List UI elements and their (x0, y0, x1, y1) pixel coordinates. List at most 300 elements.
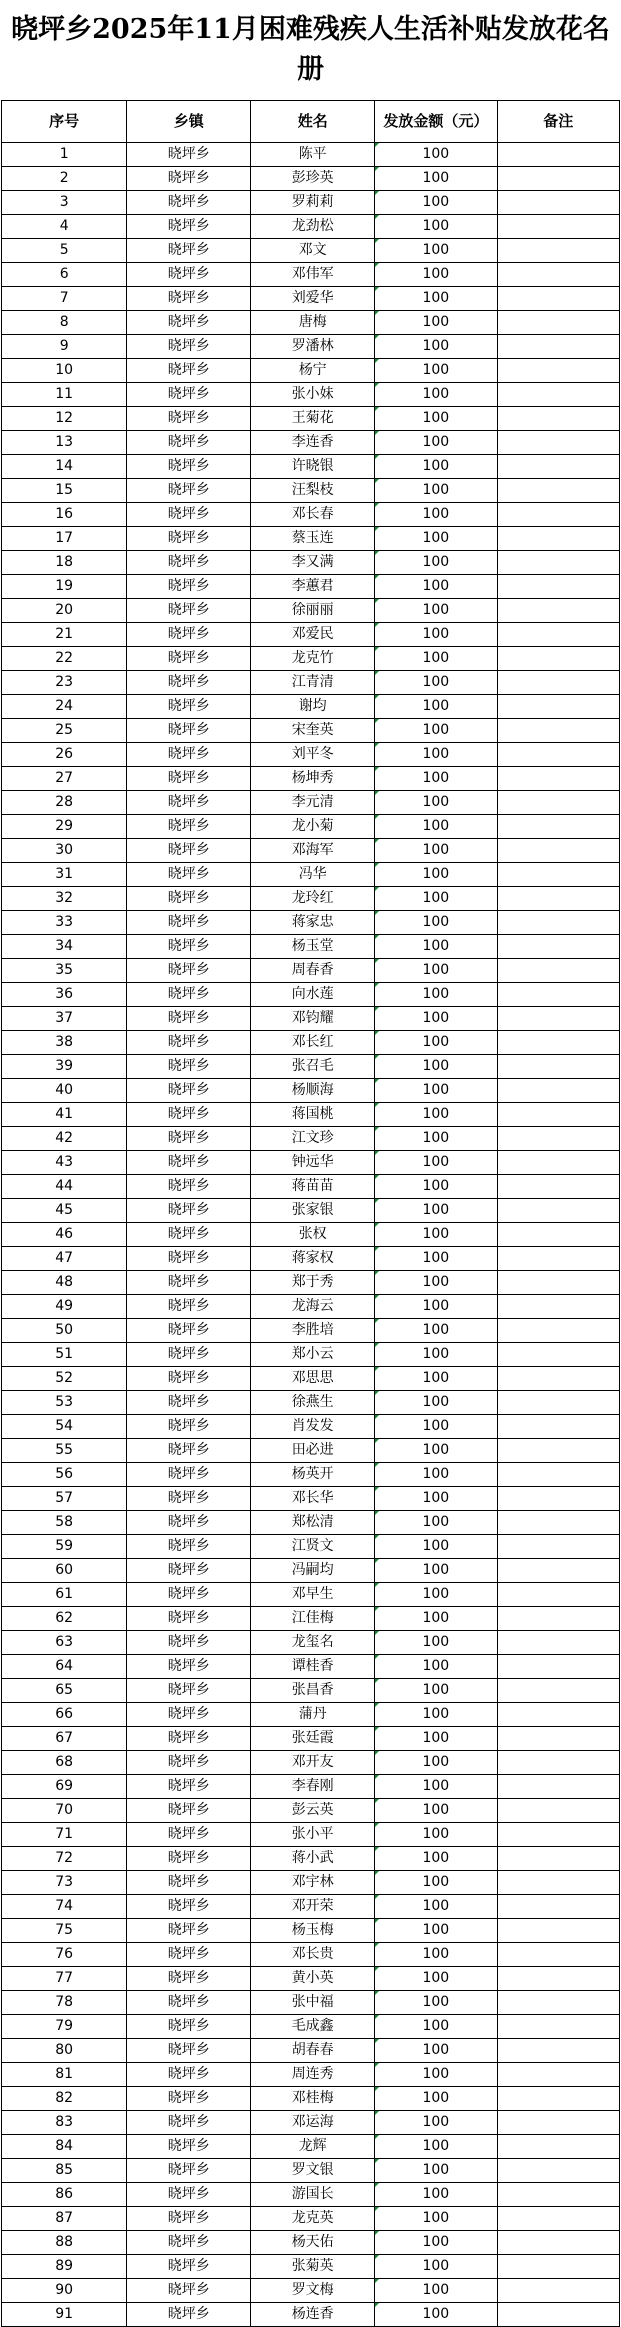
table-row (2, 671, 620, 695)
cell-township: 晓坪乡 (127, 695, 251, 719)
cell-serial-number: 18 (2, 551, 127, 575)
cell-name: 徐燕生 (251, 1391, 375, 1415)
cell-township: 晓坪乡 (127, 1607, 251, 1631)
cell-note (497, 2135, 619, 2159)
cell-township: 晓坪乡 (127, 551, 251, 575)
cell-amount: 100 (375, 743, 497, 767)
cell-name: 王菊花 (251, 407, 375, 431)
cell-township: 晓坪乡 (127, 1295, 251, 1319)
table-row (2, 1055, 620, 1079)
table-row (2, 527, 620, 551)
table-row (2, 1895, 620, 1919)
cell-note (497, 959, 619, 983)
cell-serial-number: 76 (2, 1943, 127, 1967)
cell-amount: 100 (375, 1487, 497, 1511)
cell-note (497, 2063, 619, 2087)
cell-township: 晓坪乡 (127, 575, 251, 599)
cell-note (497, 2279, 619, 2303)
cell-township: 晓坪乡 (127, 2255, 251, 2279)
cell-name: 邓桂梅 (251, 2087, 375, 2111)
table-row (2, 2183, 620, 2207)
cell-township: 晓坪乡 (127, 839, 251, 863)
cell-township: 晓坪乡 (127, 2183, 251, 2207)
cell-name: 江佳梅 (251, 1607, 375, 1631)
cell-amount: 100 (375, 1511, 497, 1535)
cell-amount: 100 (375, 1055, 497, 1079)
cell-serial-number: 82 (2, 2087, 127, 2111)
cell-note (497, 455, 619, 479)
cell-note (497, 1295, 619, 1319)
cell-township: 晓坪乡 (127, 1703, 251, 1727)
table-row (2, 1607, 620, 1631)
cell-township: 晓坪乡 (127, 1919, 251, 1943)
table-row (2, 1919, 620, 1943)
cell-amount: 100 (375, 335, 497, 359)
cell-amount: 100 (375, 1655, 497, 1679)
cell-name: 周连秀 (251, 2063, 375, 2087)
cell-name: 李元清 (251, 791, 375, 815)
cell-name: 李连香 (251, 431, 375, 455)
cell-amount: 100 (375, 1439, 497, 1463)
cell-name: 刘平冬 (251, 743, 375, 767)
cell-amount: 100 (375, 1679, 497, 1703)
cell-note (497, 2231, 619, 2255)
cell-township: 晓坪乡 (127, 1871, 251, 1895)
cell-serial-number: 7 (2, 287, 127, 311)
cell-note (497, 1943, 619, 1967)
cell-name: 蒲丹 (251, 1703, 375, 1727)
cell-amount: 100 (375, 2207, 497, 2231)
cell-township: 晓坪乡 (127, 383, 251, 407)
cell-township: 晓坪乡 (127, 1799, 251, 1823)
cell-amount: 100 (375, 1775, 497, 1799)
cell-note (497, 527, 619, 551)
cell-amount: 100 (375, 1079, 497, 1103)
cell-amount: 100 (375, 1343, 497, 1367)
cell-note (497, 2255, 619, 2279)
cell-name: 杨英开 (251, 1463, 375, 1487)
cell-name: 彭珍英 (251, 167, 375, 191)
table-row (2, 599, 620, 623)
cell-serial-number: 46 (2, 1223, 127, 1247)
cell-note (497, 431, 619, 455)
cell-amount: 100 (375, 239, 497, 263)
cell-serial-number: 56 (2, 1463, 127, 1487)
cell-name: 田必进 (251, 1439, 375, 1463)
cell-note (497, 1007, 619, 1031)
cell-amount: 100 (375, 287, 497, 311)
table-row (2, 623, 620, 647)
cell-note (497, 1823, 619, 1847)
cell-serial-number: 77 (2, 1967, 127, 1991)
cell-township: 晓坪乡 (127, 623, 251, 647)
cell-serial-number: 78 (2, 1991, 127, 2015)
cell-township: 晓坪乡 (127, 2303, 251, 2327)
table-row (2, 1199, 620, 1223)
cell-serial-number: 37 (2, 1007, 127, 1031)
cell-note (497, 2039, 619, 2063)
cell-serial-number: 50 (2, 1319, 127, 1343)
cell-township: 晓坪乡 (127, 1847, 251, 1871)
cell-note (497, 1415, 619, 1439)
cell-name: 向水莲 (251, 983, 375, 1007)
cell-name: 谭桂香 (251, 1655, 375, 1679)
table-row (2, 1727, 620, 1751)
cell-name: 蒋家权 (251, 1247, 375, 1271)
table-row (2, 167, 620, 191)
cell-name: 谢均 (251, 695, 375, 719)
cell-serial-number: 1 (2, 143, 127, 167)
table-row (2, 455, 620, 479)
cell-name: 龙劲松 (251, 215, 375, 239)
cell-township: 晓坪乡 (127, 311, 251, 335)
cell-note (497, 983, 619, 1007)
cell-name: 杨宁 (251, 359, 375, 383)
cell-note (497, 1535, 619, 1559)
cell-name: 罗莉莉 (251, 191, 375, 215)
table-row (2, 1655, 620, 1679)
cell-amount: 100 (375, 863, 497, 887)
cell-township: 晓坪乡 (127, 1679, 251, 1703)
cell-note (497, 1487, 619, 1511)
cell-township: 晓坪乡 (127, 911, 251, 935)
cell-name: 张召毛 (251, 1055, 375, 1079)
table-row (2, 719, 620, 743)
cell-serial-number: 24 (2, 695, 127, 719)
table-row (2, 2135, 620, 2159)
cell-amount: 100 (375, 1223, 497, 1247)
table-row (2, 839, 620, 863)
cell-township: 晓坪乡 (127, 503, 251, 527)
cell-serial-number: 42 (2, 1127, 127, 1151)
table-row (2, 239, 620, 263)
cell-note (497, 503, 619, 527)
header-serial-number: 序号 (2, 101, 127, 143)
cell-serial-number: 40 (2, 1079, 127, 1103)
table-row (2, 215, 620, 239)
cell-serial-number: 60 (2, 1559, 127, 1583)
cell-township: 晓坪乡 (127, 743, 251, 767)
cell-serial-number: 88 (2, 2231, 127, 2255)
table-row (2, 1295, 620, 1319)
cell-serial-number: 47 (2, 1247, 127, 1271)
cell-serial-number: 73 (2, 1871, 127, 1895)
cell-note (497, 143, 619, 167)
cell-township: 晓坪乡 (127, 1943, 251, 1967)
table-row (2, 2231, 620, 2255)
cell-amount: 100 (375, 311, 497, 335)
cell-township: 晓坪乡 (127, 2015, 251, 2039)
cell-note (497, 1031, 619, 1055)
cell-serial-number: 30 (2, 839, 127, 863)
cell-amount: 100 (375, 1823, 497, 1847)
cell-note (497, 1511, 619, 1535)
cell-serial-number: 49 (2, 1295, 127, 1319)
cell-serial-number: 62 (2, 1607, 127, 1631)
table-row (2, 863, 620, 887)
cell-note (497, 911, 619, 935)
cell-amount: 100 (375, 1703, 497, 1727)
cell-serial-number: 64 (2, 1655, 127, 1679)
cell-note (497, 1631, 619, 1655)
cell-township: 晓坪乡 (127, 1751, 251, 1775)
cell-serial-number: 68 (2, 1751, 127, 1775)
cell-amount: 100 (375, 1151, 497, 1175)
table-row (2, 959, 620, 983)
cell-note (497, 1247, 619, 1271)
cell-note (497, 1463, 619, 1487)
cell-name: 邓爱民 (251, 623, 375, 647)
table-row (2, 1631, 620, 1655)
cell-name: 罗文梅 (251, 2279, 375, 2303)
cell-name: 邓长春 (251, 503, 375, 527)
cell-serial-number: 75 (2, 1919, 127, 1943)
cell-name: 蒋苗苗 (251, 1175, 375, 1199)
table-row (2, 2015, 620, 2039)
cell-serial-number: 45 (2, 1199, 127, 1223)
document-title: 晓坪乡2025年11月困难残疾人生活补贴发放花名册 (11, 14, 610, 85)
cell-serial-number: 17 (2, 527, 127, 551)
cell-amount: 100 (375, 1991, 497, 2015)
cell-serial-number: 23 (2, 671, 127, 695)
cell-serial-number: 20 (2, 599, 127, 623)
cell-serial-number: 54 (2, 1415, 127, 1439)
cell-name: 龙海云 (251, 1295, 375, 1319)
table-row (2, 1511, 620, 1535)
table-row (2, 695, 620, 719)
cell-serial-number: 34 (2, 935, 127, 959)
table-row (2, 479, 620, 503)
cell-note (497, 743, 619, 767)
header-township: 乡镇 (127, 101, 251, 143)
cell-name: 张昌香 (251, 1679, 375, 1703)
cell-note (497, 551, 619, 575)
cell-serial-number: 52 (2, 1367, 127, 1391)
cell-amount: 100 (375, 1559, 497, 1583)
cell-name: 刘爱华 (251, 287, 375, 311)
cell-name: 邓开友 (251, 1751, 375, 1775)
cell-name: 罗潘林 (251, 335, 375, 359)
cell-note (497, 887, 619, 911)
cell-note (497, 1271, 619, 1295)
table-row (2, 2207, 620, 2231)
cell-serial-number: 70 (2, 1799, 127, 1823)
cell-township: 晓坪乡 (127, 935, 251, 959)
cell-name: 毛成鑫 (251, 2015, 375, 2039)
cell-note (497, 1559, 619, 1583)
cell-note (497, 863, 619, 887)
cell-township: 晓坪乡 (127, 1415, 251, 1439)
cell-note (497, 1775, 619, 1799)
cell-amount: 100 (375, 2111, 497, 2135)
table-row (2, 1991, 620, 2015)
cell-name: 胡春春 (251, 2039, 375, 2063)
cell-name: 郑于秀 (251, 1271, 375, 1295)
cell-serial-number: 35 (2, 959, 127, 983)
cell-serial-number: 10 (2, 359, 127, 383)
cell-township: 晓坪乡 (127, 1103, 251, 1127)
cell-amount: 100 (375, 1871, 497, 1895)
cell-amount: 100 (375, 1631, 497, 1655)
cell-township: 晓坪乡 (127, 455, 251, 479)
cell-note (497, 623, 619, 647)
cell-township: 晓坪乡 (127, 2159, 251, 2183)
cell-name: 邓运海 (251, 2111, 375, 2135)
cell-township: 晓坪乡 (127, 887, 251, 911)
cell-name: 邓钧耀 (251, 1007, 375, 1031)
cell-name: 钟远华 (251, 1151, 375, 1175)
cell-amount: 100 (375, 599, 497, 623)
cell-name: 龙辉 (251, 2135, 375, 2159)
table-row (2, 1103, 620, 1127)
cell-serial-number: 61 (2, 1583, 127, 1607)
cell-township: 晓坪乡 (127, 1007, 251, 1031)
cell-serial-number: 29 (2, 815, 127, 839)
cell-name: 冯华 (251, 863, 375, 887)
cell-serial-number: 85 (2, 2159, 127, 2183)
table-row (2, 1559, 620, 1583)
table-row (2, 767, 620, 791)
table-row (2, 143, 620, 167)
cell-township: 晓坪乡 (127, 407, 251, 431)
cell-note (497, 1127, 619, 1151)
cell-township: 晓坪乡 (127, 1967, 251, 1991)
cell-serial-number: 72 (2, 1847, 127, 1871)
cell-serial-number: 19 (2, 575, 127, 599)
cell-name: 李又满 (251, 551, 375, 575)
cell-serial-number: 79 (2, 2015, 127, 2039)
cell-amount: 100 (375, 1799, 497, 1823)
cell-note (497, 1895, 619, 1919)
table-row (2, 1967, 620, 1991)
cell-serial-number: 57 (2, 1487, 127, 1511)
cell-township: 晓坪乡 (127, 983, 251, 1007)
cell-name: 邓早生 (251, 1583, 375, 1607)
cell-amount: 100 (375, 695, 497, 719)
cell-serial-number: 2 (2, 167, 127, 191)
cell-township: 晓坪乡 (127, 1991, 251, 2015)
table-row (2, 1799, 620, 1823)
cell-amount: 100 (375, 2015, 497, 2039)
cell-amount: 100 (375, 1295, 497, 1319)
table-row (2, 575, 620, 599)
cell-amount: 100 (375, 1391, 497, 1415)
cell-township: 晓坪乡 (127, 863, 251, 887)
cell-name: 蒋国桃 (251, 1103, 375, 1127)
cell-name: 江文珍 (251, 1127, 375, 1151)
cell-township: 晓坪乡 (127, 719, 251, 743)
cell-township: 晓坪乡 (127, 215, 251, 239)
cell-serial-number: 63 (2, 1631, 127, 1655)
cell-amount: 100 (375, 1847, 497, 1871)
cell-name: 罗文银 (251, 2159, 375, 2183)
cell-name: 彭云英 (251, 1799, 375, 1823)
table-row (2, 1847, 620, 1871)
cell-note (497, 1871, 619, 1895)
table-row (2, 311, 620, 335)
cell-note (497, 599, 619, 623)
cell-name: 冯嗣均 (251, 1559, 375, 1583)
cell-township: 晓坪乡 (127, 2135, 251, 2159)
cell-name: 杨玉梅 (251, 1919, 375, 1943)
cell-note (497, 1919, 619, 1943)
cell-amount: 100 (375, 383, 497, 407)
cell-amount: 100 (375, 719, 497, 743)
cell-serial-number: 9 (2, 335, 127, 359)
cell-note (497, 479, 619, 503)
cell-serial-number: 13 (2, 431, 127, 455)
table-row (2, 1367, 620, 1391)
cell-name: 龙克英 (251, 2207, 375, 2231)
cell-township: 晓坪乡 (127, 1463, 251, 1487)
cell-name: 邓开荣 (251, 1895, 375, 1919)
cell-township: 晓坪乡 (127, 167, 251, 191)
cell-amount: 100 (375, 839, 497, 863)
cell-note (497, 1847, 619, 1871)
cell-note (497, 1175, 619, 1199)
cell-serial-number: 84 (2, 2135, 127, 2159)
cell-note (497, 1727, 619, 1751)
cell-note (497, 1799, 619, 1823)
table-row (2, 1583, 620, 1607)
cell-amount: 100 (375, 767, 497, 791)
cell-township: 晓坪乡 (127, 2111, 251, 2135)
cell-note (497, 1223, 619, 1247)
cell-amount: 100 (375, 935, 497, 959)
cell-township: 晓坪乡 (127, 239, 251, 263)
table-row (2, 1031, 620, 1055)
table-row (2, 791, 620, 815)
cell-serial-number: 22 (2, 647, 127, 671)
header-name: 姓名 (251, 101, 375, 143)
table-row (2, 431, 620, 455)
cell-township: 晓坪乡 (127, 1559, 251, 1583)
table-row (2, 1319, 620, 1343)
cell-name: 蔡玉连 (251, 527, 375, 551)
cell-note (497, 287, 619, 311)
cell-amount: 100 (375, 167, 497, 191)
cell-amount: 100 (375, 2255, 497, 2279)
cell-name: 龙玺名 (251, 1631, 375, 1655)
cell-note (497, 1367, 619, 1391)
cell-serial-number: 32 (2, 887, 127, 911)
cell-amount: 100 (375, 1199, 497, 1223)
cell-amount: 100 (375, 263, 497, 287)
table-row (2, 743, 620, 767)
cell-name: 邓海军 (251, 839, 375, 863)
cell-name: 龙玲红 (251, 887, 375, 911)
cell-note (497, 1967, 619, 1991)
cell-serial-number: 8 (2, 311, 127, 335)
cell-amount: 100 (375, 551, 497, 575)
cell-serial-number: 81 (2, 2063, 127, 2087)
table-row (2, 2255, 620, 2279)
table-row (2, 1079, 620, 1103)
cell-amount: 100 (375, 191, 497, 215)
cell-note (497, 719, 619, 743)
table-row (2, 2111, 620, 2135)
cell-note (497, 671, 619, 695)
cell-name: 唐梅 (251, 311, 375, 335)
cell-amount: 100 (375, 359, 497, 383)
cell-name: 张中福 (251, 1991, 375, 2015)
table-row (2, 1535, 620, 1559)
cell-serial-number: 6 (2, 263, 127, 287)
cell-name: 杨坤秀 (251, 767, 375, 791)
cell-township: 晓坪乡 (127, 1079, 251, 1103)
cell-serial-number: 28 (2, 791, 127, 815)
cell-township: 晓坪乡 (127, 1151, 251, 1175)
